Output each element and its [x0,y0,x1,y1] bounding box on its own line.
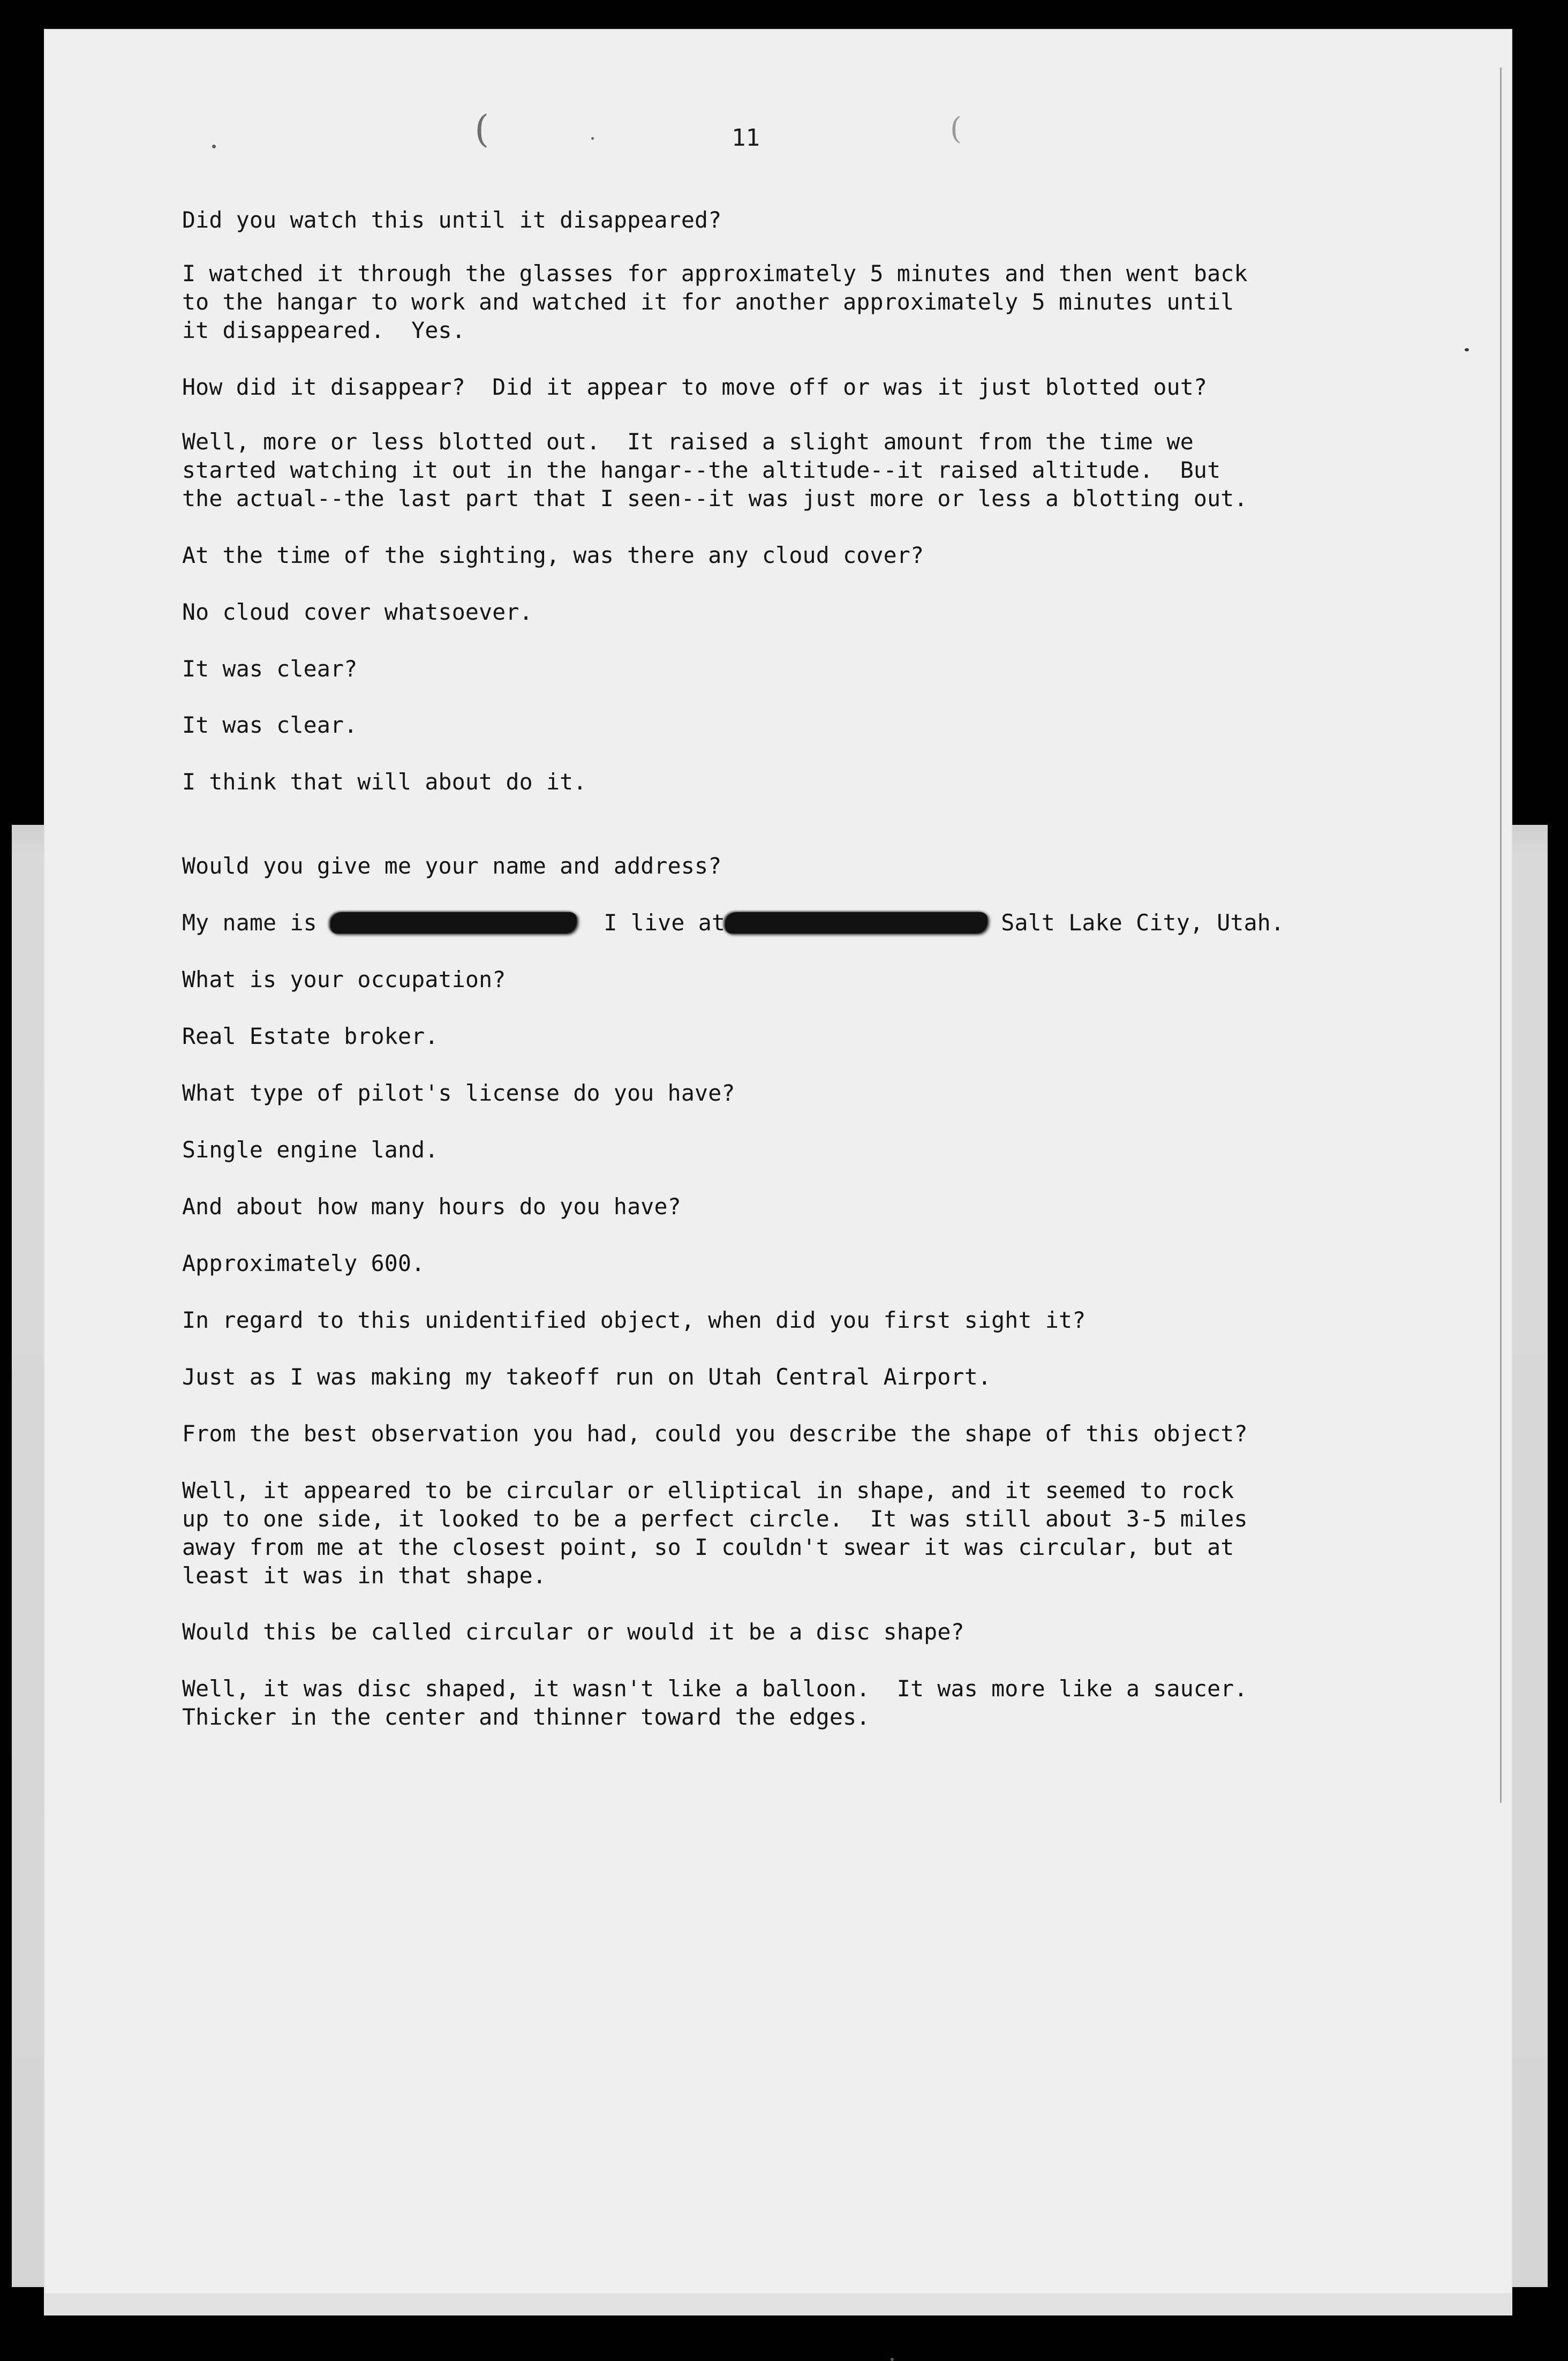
answer-line: Just as I was making my takeoff run on Utah Central Airport. [182,1364,992,1390]
page-number: 11 [732,124,760,152]
answer-line: Well, more or less blotted out. It raised a slight amount from the time we [182,428,1194,455]
question-name-address: Would you give me your name and address? [182,853,722,879]
question-pilot-license: What type of pilot's license do you have? [182,1080,735,1106]
question-first-sight: In regard to this unidentified object, when did you first sight it? [182,1307,1086,1333]
answer-line: least it was in that shape. [182,1562,546,1589]
answer-line: to the hangar to work and watched it for another approximately 5 minutes until [182,289,1234,315]
answer-line: it disappeared. Yes. [182,317,465,343]
interviewer-closing-remark: I think that will about do it. [182,769,587,795]
answer-line: the actual--the last part that I seen--it was just more or less a blotting out. [182,485,1248,512]
redacted-address [725,912,987,934]
question-watch-until-disappeared: Did you watch this until it disappeared? [182,207,722,233]
answer-line: I watched it through the glasses for approximately 5 minutes and then went back [182,260,1248,287]
answer-line: away from me at the closest point, so I couldn't swear it was circular, but at [182,1534,1234,1560]
answer-line: Real Estate broker. [182,1023,439,1049]
question-cloud-cover: At the time of the sighting, was there any cloud cover? [182,542,924,568]
answer-line: up to one side, it looked to be a perfect circle. It was still about 3-5 miles [182,1506,1248,1532]
answer-line: Thicker in the center and thinner toward the edges. [182,1704,870,1730]
redacted-name [330,912,577,934]
scan-speck [591,137,594,140]
city-state: Salt Lake City, Utah. [1001,909,1285,936]
page-bottom-band [45,2293,1511,2314]
scan-speck [212,145,216,148]
answer-line: Approximately 600. [182,1250,425,1276]
page-edge-shadow [1500,67,1502,1803]
question-clear: It was clear? [182,656,358,682]
answer-line: started watching it out in the hangar--the altitude--it raised altitude. But [182,457,1221,483]
address-prefix: I live at [604,909,726,936]
question-shape: From the best observation you had, could you describe the shape of this object? [182,1420,1248,1447]
name-prefix: My name is [182,909,317,936]
answer-line: It was clear. [182,712,358,738]
hole-punch-mark-right: ( [950,111,962,146]
hole-punch-mark-left: ( [474,107,489,151]
answer-line: Single engine land. [182,1137,439,1163]
question-occupation: What is your occupation? [182,966,506,992]
question-disc-shape: Would this be called circular or would it be a disc shape? [182,1619,964,1645]
scan-speck [1465,348,1469,351]
scan-speck [891,2358,894,2361]
answer-name-address [182,908,1284,937]
answer-line: No cloud cover whatsoever. [182,599,533,625]
question-how-disappear: How did it disappear? Did it appear to move off or was it just blotted out? [182,374,1208,400]
answer-line: Well, it appeared to be circular or elliptical in shape, and it seemed to rock [182,1477,1234,1503]
answer-line: Well, it was disc shaped, it wasn't like a balloon. It was more like a saucer. [182,1675,1248,1702]
question-hours: And about how many hours do you have? [182,1193,681,1220]
